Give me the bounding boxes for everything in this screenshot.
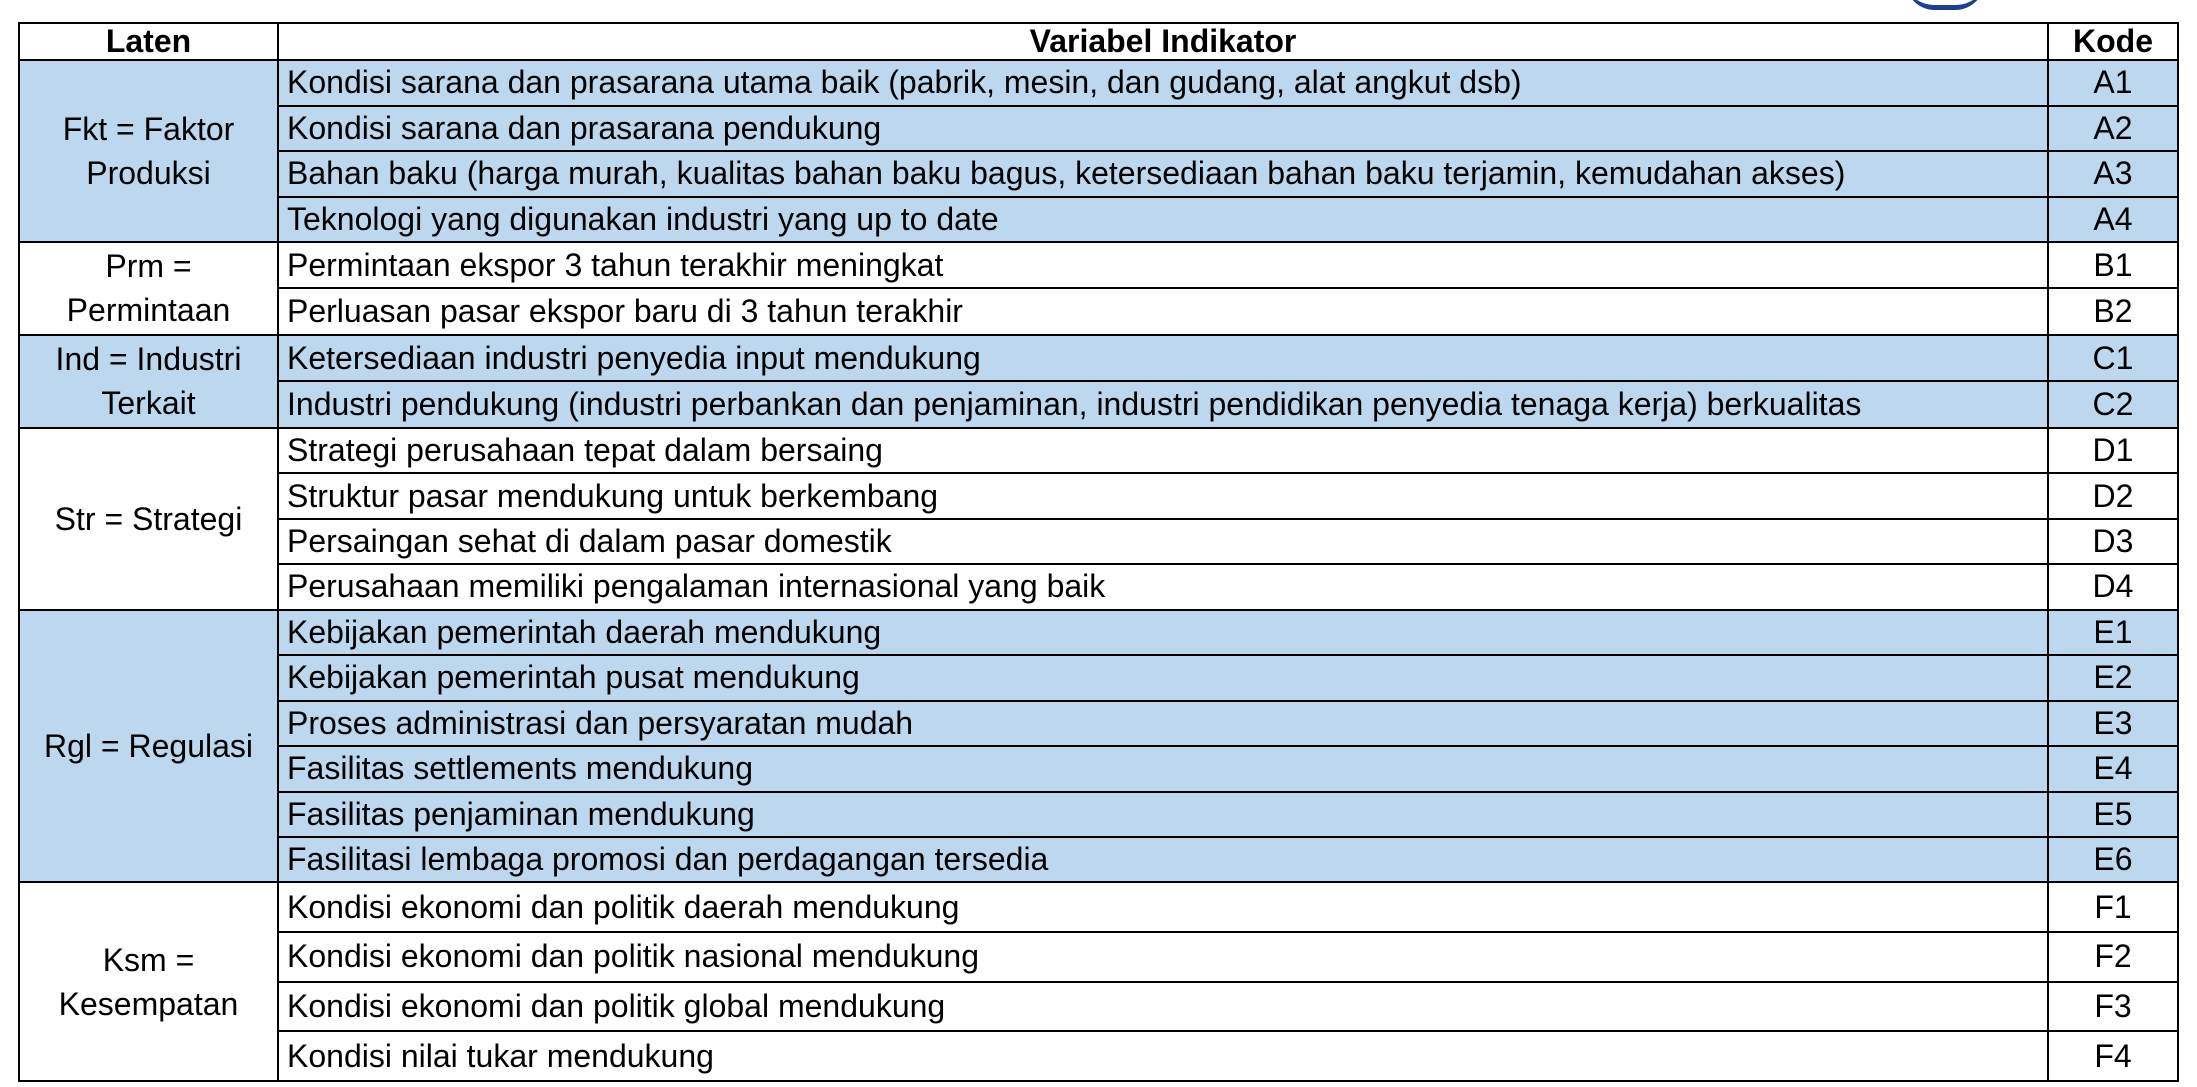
table-row — [19, 837, 2178, 882]
table-row — [19, 60, 2178, 105]
table-row — [19, 335, 2178, 381]
indicator-table — [18, 22, 2179, 1082]
indicator-cell: Kondisi sarana dan prasarana pendukung — [278, 106, 2048, 151]
indicator-cell: Kondisi ekonomi dan politik global mendukung — [278, 982, 2048, 1032]
code-cell: A2 — [2048, 106, 2178, 151]
table-row — [19, 882, 2178, 932]
code-cell: B1 — [2048, 242, 2178, 288]
table-row — [19, 932, 2178, 982]
indicator-cell: Struktur pasar mendukung untuk berkembang — [278, 473, 2048, 518]
table-row — [19, 792, 2178, 837]
logo-fragment-icon — [1905, 0, 1985, 10]
table-row — [19, 564, 2178, 609]
header-indicator: Variabel Indikator — [278, 23, 2048, 60]
code-cell: D1 — [2048, 428, 2178, 473]
code-cell: F2 — [2048, 932, 2178, 982]
indicator-cell: Fasilitas settlements mendukung — [278, 746, 2048, 791]
code-cell: F1 — [2048, 882, 2178, 932]
indicator-cell: Ketersediaan industri penyedia input mendukung — [278, 335, 2048, 381]
table-body — [19, 60, 2178, 1081]
table-header-row — [19, 23, 2178, 60]
table-row — [19, 519, 2178, 564]
table-row — [19, 428, 2178, 473]
header-latent: Laten — [19, 23, 278, 60]
table-row — [19, 242, 2178, 288]
code-cell: C1 — [2048, 335, 2178, 381]
indicator-cell: Persaingan sehat di dalam pasar domestik — [278, 519, 2048, 564]
table-row — [19, 381, 2178, 427]
indicator-cell: Proses administrasi dan persyaratan mudah — [278, 701, 2048, 746]
code-cell: E5 — [2048, 792, 2178, 837]
table-row — [19, 106, 2178, 151]
code-cell: E4 — [2048, 746, 2178, 791]
code-cell: C2 — [2048, 381, 2178, 427]
latent-cell: Ind = Industri Terkait — [19, 335, 278, 428]
table-row — [19, 288, 2178, 334]
indicator-cell: Kebijakan pemerintah daerah mendukung — [278, 610, 2048, 655]
indicator-cell: Fasilitas penjaminan mendukung — [278, 792, 2048, 837]
table-row — [19, 746, 2178, 791]
indicator-cell: Kebijakan pemerintah pusat mendukung — [278, 655, 2048, 700]
latent-cell: Prm = Permintaan — [19, 242, 278, 335]
indicator-cell: Perluasan pasar ekspor baru di 3 tahun terakhir — [278, 288, 2048, 334]
indicator-cell: Teknologi yang digunakan industri yang up to date — [278, 197, 2048, 242]
indicator-cell: Bahan baku (harga murah, kualitas bahan baku bagus, ketersediaan bahan baku terjamin, kemudahan akses) — [278, 151, 2048, 196]
code-cell: E1 — [2048, 610, 2178, 655]
code-cell: E3 — [2048, 701, 2178, 746]
code-cell: A3 — [2048, 151, 2178, 196]
indicator-cell: Permintaan ekspor 3 tahun terakhir meningkat — [278, 242, 2048, 288]
latent-cell: Rgl = Regulasi — [19, 610, 278, 883]
code-cell: A1 — [2048, 60, 2178, 105]
table-row — [19, 197, 2178, 242]
code-cell: A4 — [2048, 197, 2178, 242]
code-cell: D3 — [2048, 519, 2178, 564]
latent-cell: Ksm = Kesempatan — [19, 882, 278, 1081]
table-row — [19, 982, 2178, 1032]
code-cell: D2 — [2048, 473, 2178, 518]
code-cell: B2 — [2048, 288, 2178, 334]
code-cell: F3 — [2048, 982, 2178, 1032]
indicator-cell: Kondisi ekonomi dan politik nasional mendukung — [278, 932, 2048, 982]
table-row — [19, 473, 2178, 518]
table-row — [19, 610, 2178, 655]
indicator-cell: Kondisi ekonomi dan politik daerah mendukung — [278, 882, 2048, 932]
header-code: Kode — [2048, 23, 2178, 60]
indicator-cell: Industri pendukung (industri perbankan dan penjaminan, industri pendidikan penyedia tenaga kerja) berkualitas — [278, 381, 2048, 427]
indicator-cell: Kondisi sarana dan prasarana utama baik (pabrik, mesin, dan gudang, alat angkut dsb) — [278, 60, 2048, 105]
code-cell: E6 — [2048, 837, 2178, 882]
latent-cell: Fkt = Faktor Produksi — [19, 60, 278, 242]
table-row — [19, 151, 2178, 196]
table-row — [19, 1031, 2178, 1081]
indicator-cell: Fasilitasi lembaga promosi dan perdagangan tersedia — [278, 837, 2048, 882]
code-cell: E2 — [2048, 655, 2178, 700]
latent-cell: Str = Strategi — [19, 428, 278, 610]
table-row — [19, 655, 2178, 700]
indicator-cell: Strategi perusahaan tepat dalam bersaing — [278, 428, 2048, 473]
indicator-cell: Kondisi nilai tukar mendukung — [278, 1031, 2048, 1081]
code-cell: F4 — [2048, 1031, 2178, 1081]
table-row — [19, 701, 2178, 746]
code-cell: D4 — [2048, 564, 2178, 609]
indicator-cell: Perusahaan memiliki pengalaman internasional yang baik — [278, 564, 2048, 609]
